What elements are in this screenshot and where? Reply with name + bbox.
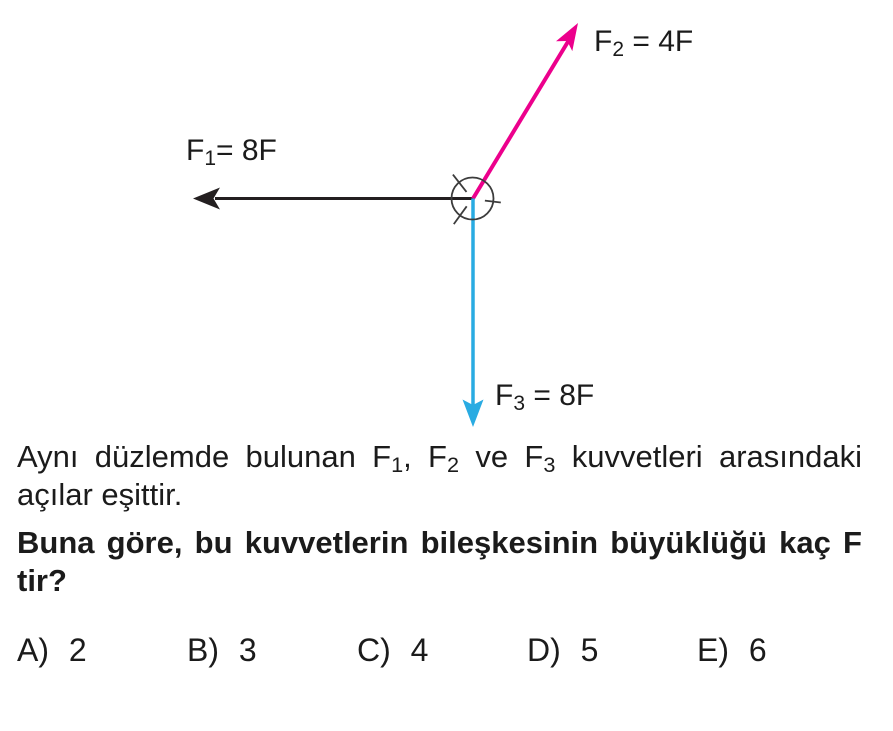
f3-subscript: 3 [543, 451, 556, 477]
option-b-value: 3 [238, 632, 257, 668]
prompt-line-1: Buna göre, bu kuvvetlerin bileşkesinin büyüklüğü kaç F [17, 525, 862, 560]
prompt-line-2: tir? [17, 563, 67, 598]
force-f1-label [186, 134, 277, 168]
force-f1-symbol: F [186, 134, 205, 167]
force-f3-symbol: F [495, 379, 514, 412]
question-statement [17, 438, 862, 514]
option-e-value: 6 [748, 632, 767, 668]
force-f3-magnitude: = 8F [525, 379, 595, 412]
force-f2-vector [473, 23, 578, 199]
option-e [697, 630, 867, 670]
option-d-value: 5 [580, 632, 599, 668]
force-f2-subscript: 2 [612, 37, 625, 61]
option-a [17, 630, 187, 670]
f2-subscript: 2 [447, 451, 460, 477]
force-f3-subscript: 3 [513, 391, 526, 415]
option-d-prefix: D) [527, 632, 561, 668]
option-a-value: 2 [68, 632, 87, 668]
option-d [527, 630, 697, 670]
equal-angle-tick-icon [454, 206, 467, 224]
force-f1-vector [193, 188, 473, 210]
statement-text: Aynı düzlemde bulunan F [17, 439, 392, 474]
statement-text: , F [403, 439, 447, 474]
option-c [357, 630, 527, 670]
f1-subscript: 1 [391, 451, 404, 477]
force-f2-magnitude: = 4F [624, 25, 694, 58]
equal-angle-tick-icon [485, 201, 501, 203]
force-f1-magnitude: = 8F [216, 134, 277, 167]
force-f3-vector [463, 199, 484, 428]
option-c-prefix: C) [357, 632, 391, 668]
force-f2-label [594, 25, 693, 59]
statement-line-2: açılar eşittir. [17, 477, 183, 512]
statement-text: ve F [459, 439, 544, 474]
force-f1-subscript: 1 [204, 146, 217, 170]
option-c-value: 4 [410, 632, 429, 668]
question-prompt [17, 524, 862, 600]
statement-line-1 [17, 438, 862, 476]
option-a-prefix: A) [17, 632, 49, 668]
statement-text: kuvvetleri arasındaki [555, 439, 862, 474]
force-f2-line [473, 40, 569, 199]
equal-angle-tick-icon [453, 175, 467, 192]
answer-options [17, 630, 867, 670]
option-e-prefix: E) [697, 632, 729, 668]
force-f2-symbol: F [594, 25, 613, 58]
force-f3-label [495, 379, 594, 413]
option-b-prefix: B) [187, 632, 219, 668]
option-b [187, 630, 357, 670]
